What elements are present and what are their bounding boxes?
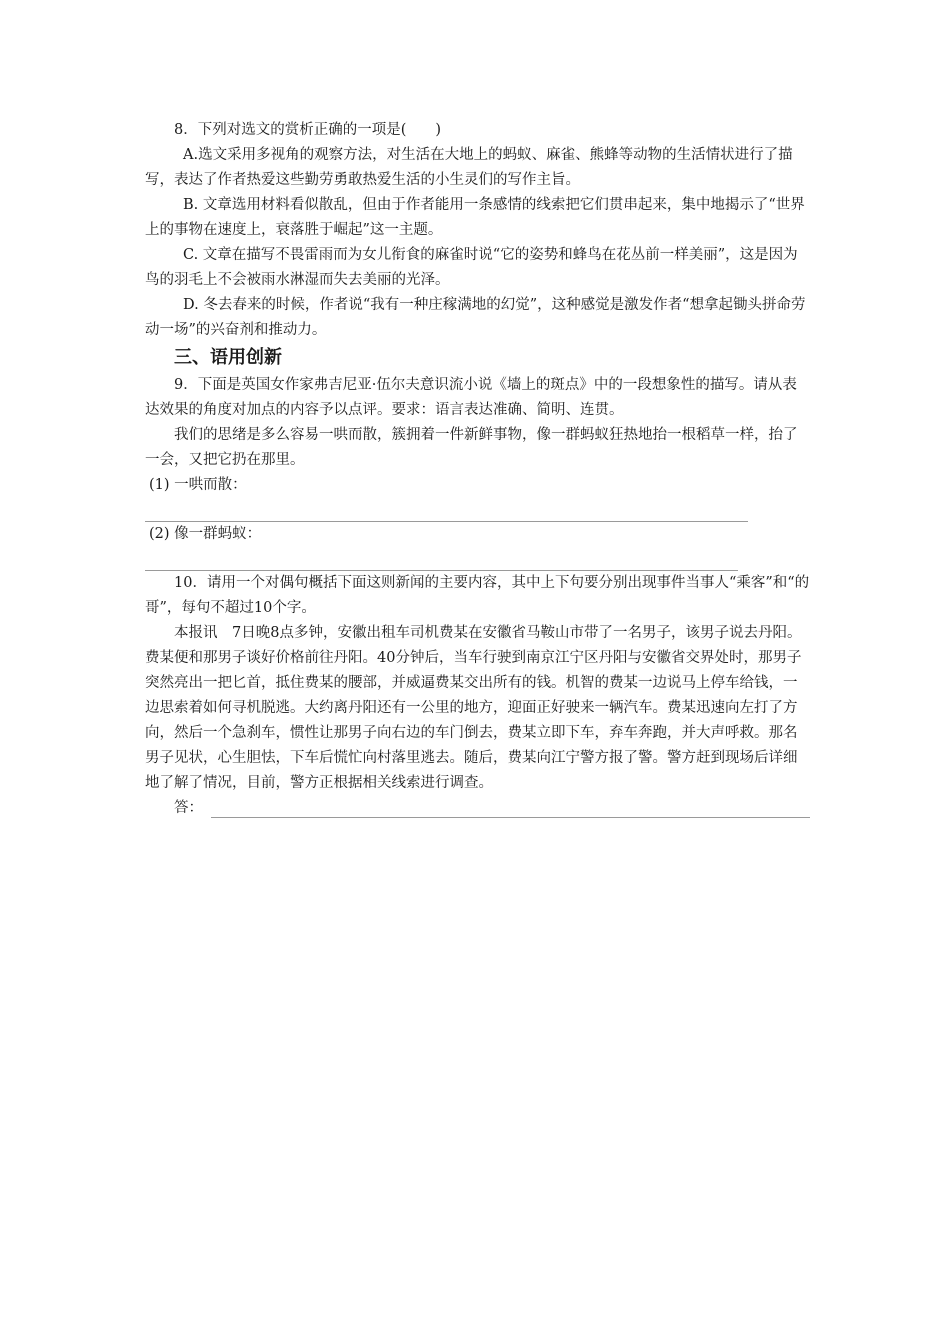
question-8-option-a: A.选文采用多视角的观察方法，对生活在大地上的蚂蚁、麻雀、熊蜂等动物的生活情状进行了描写，表达了作者热爱这些勤劳勇敢热爱生活的小生灵们的写作主旨。 [145, 147, 793, 188]
question-8-option-c: C. 文章在描写不畏雷雨而为女儿衔食的麻雀时说“它的姿势和蜂鸟在花丛前一样美丽”，这是因为鸟的羽毛上不会被雨水淋湿而失去美丽的光泽。 [145, 247, 798, 288]
question-10-answer-row [145, 796, 810, 821]
question-10-answer-line[interactable] [211, 817, 810, 818]
question-9-stem: 9．下面是英国女作家弗吉尼亚·伍尔夫意识流小说《墙上的斑点》中的一段想象性的描写。请从表达效果的角度对加点的内容予以点评。要求：语言表达准确、简明、连贯。 [145, 377, 797, 418]
document-body [145, 118, 810, 821]
question-8-option-d: D. 冬去春来的时候，作者说“我有一种庄稼满地的幻觉”，这种感觉是激发作者“想拿起锄头拼命劳动一场”的兴奋剂和推动力。 [145, 297, 806, 338]
question-10-answer-label: 答： [174, 800, 203, 816]
question-10-stem: 10．请用一个对偶句概括下面这则新闻的主要内容，其中上下句要分别出现事件当事人“乘客”和“的哥”，每句不超过10个字。 [145, 575, 810, 616]
question-8-stem: 8．下列对选文的赏析正确的一项是( ) [174, 122, 442, 138]
section-heading: 三、语用创新 [174, 347, 282, 368]
question-9-item-1-answer-line[interactable] [145, 498, 748, 522]
question-9-item-2-label: (2) 像一群蚂蚁： [149, 526, 262, 542]
question-9-item-1-label: (1) 一哄而散： [149, 477, 247, 493]
question-9-passage: 我们的思绪是多么容易一哄而散，簇拥着一件新鲜事物，像一群蚂蚁狂热地抬一根稻草一样，抬了一会，又把它扔在那里。 [145, 427, 798, 468]
question-10-news: 本报讯 7日晚8点多钟，安徽出租车司机费某在安徽省马鞍山市带了一名男子，该男子说去丹阳。费某便和那男子谈好价格前往丹阳。40分钟后，当车行驶到南京江宁区丹阳与安徽省交界处时，那男子突然亮出一把匕首，抵住费某的腰部，并威逼费某交出所有的钱。机智的费某一边说马上停车给钱，一边思索着如何寻机脱逃。大约离丹阳还有一公里的地方，迎面正好驶来一辆汽车。费某迅速向左打了方向，然后一个急刹车，惯性让那男子向右边的车门倒去，费某立即下车，弃车奔跑，并大声呼救。那名男子见状，心生胆怯，下车后慌忙向村落里逃去。随后，费某向江宁警方报了警。警方赶到现场后详细地了解了情况，目前，警方正根据相关线索进行调查。 [145, 625, 802, 791]
question-9-item-2-answer-line[interactable] [145, 547, 738, 571]
question-8-option-b: B. 文章选用材料看似散乱，但由于作者能用一条感情的线索把它们贯串起来，集中地揭示了“世界上的事物在速度上，衰落胜于崛起”这一主题。 [145, 197, 805, 238]
